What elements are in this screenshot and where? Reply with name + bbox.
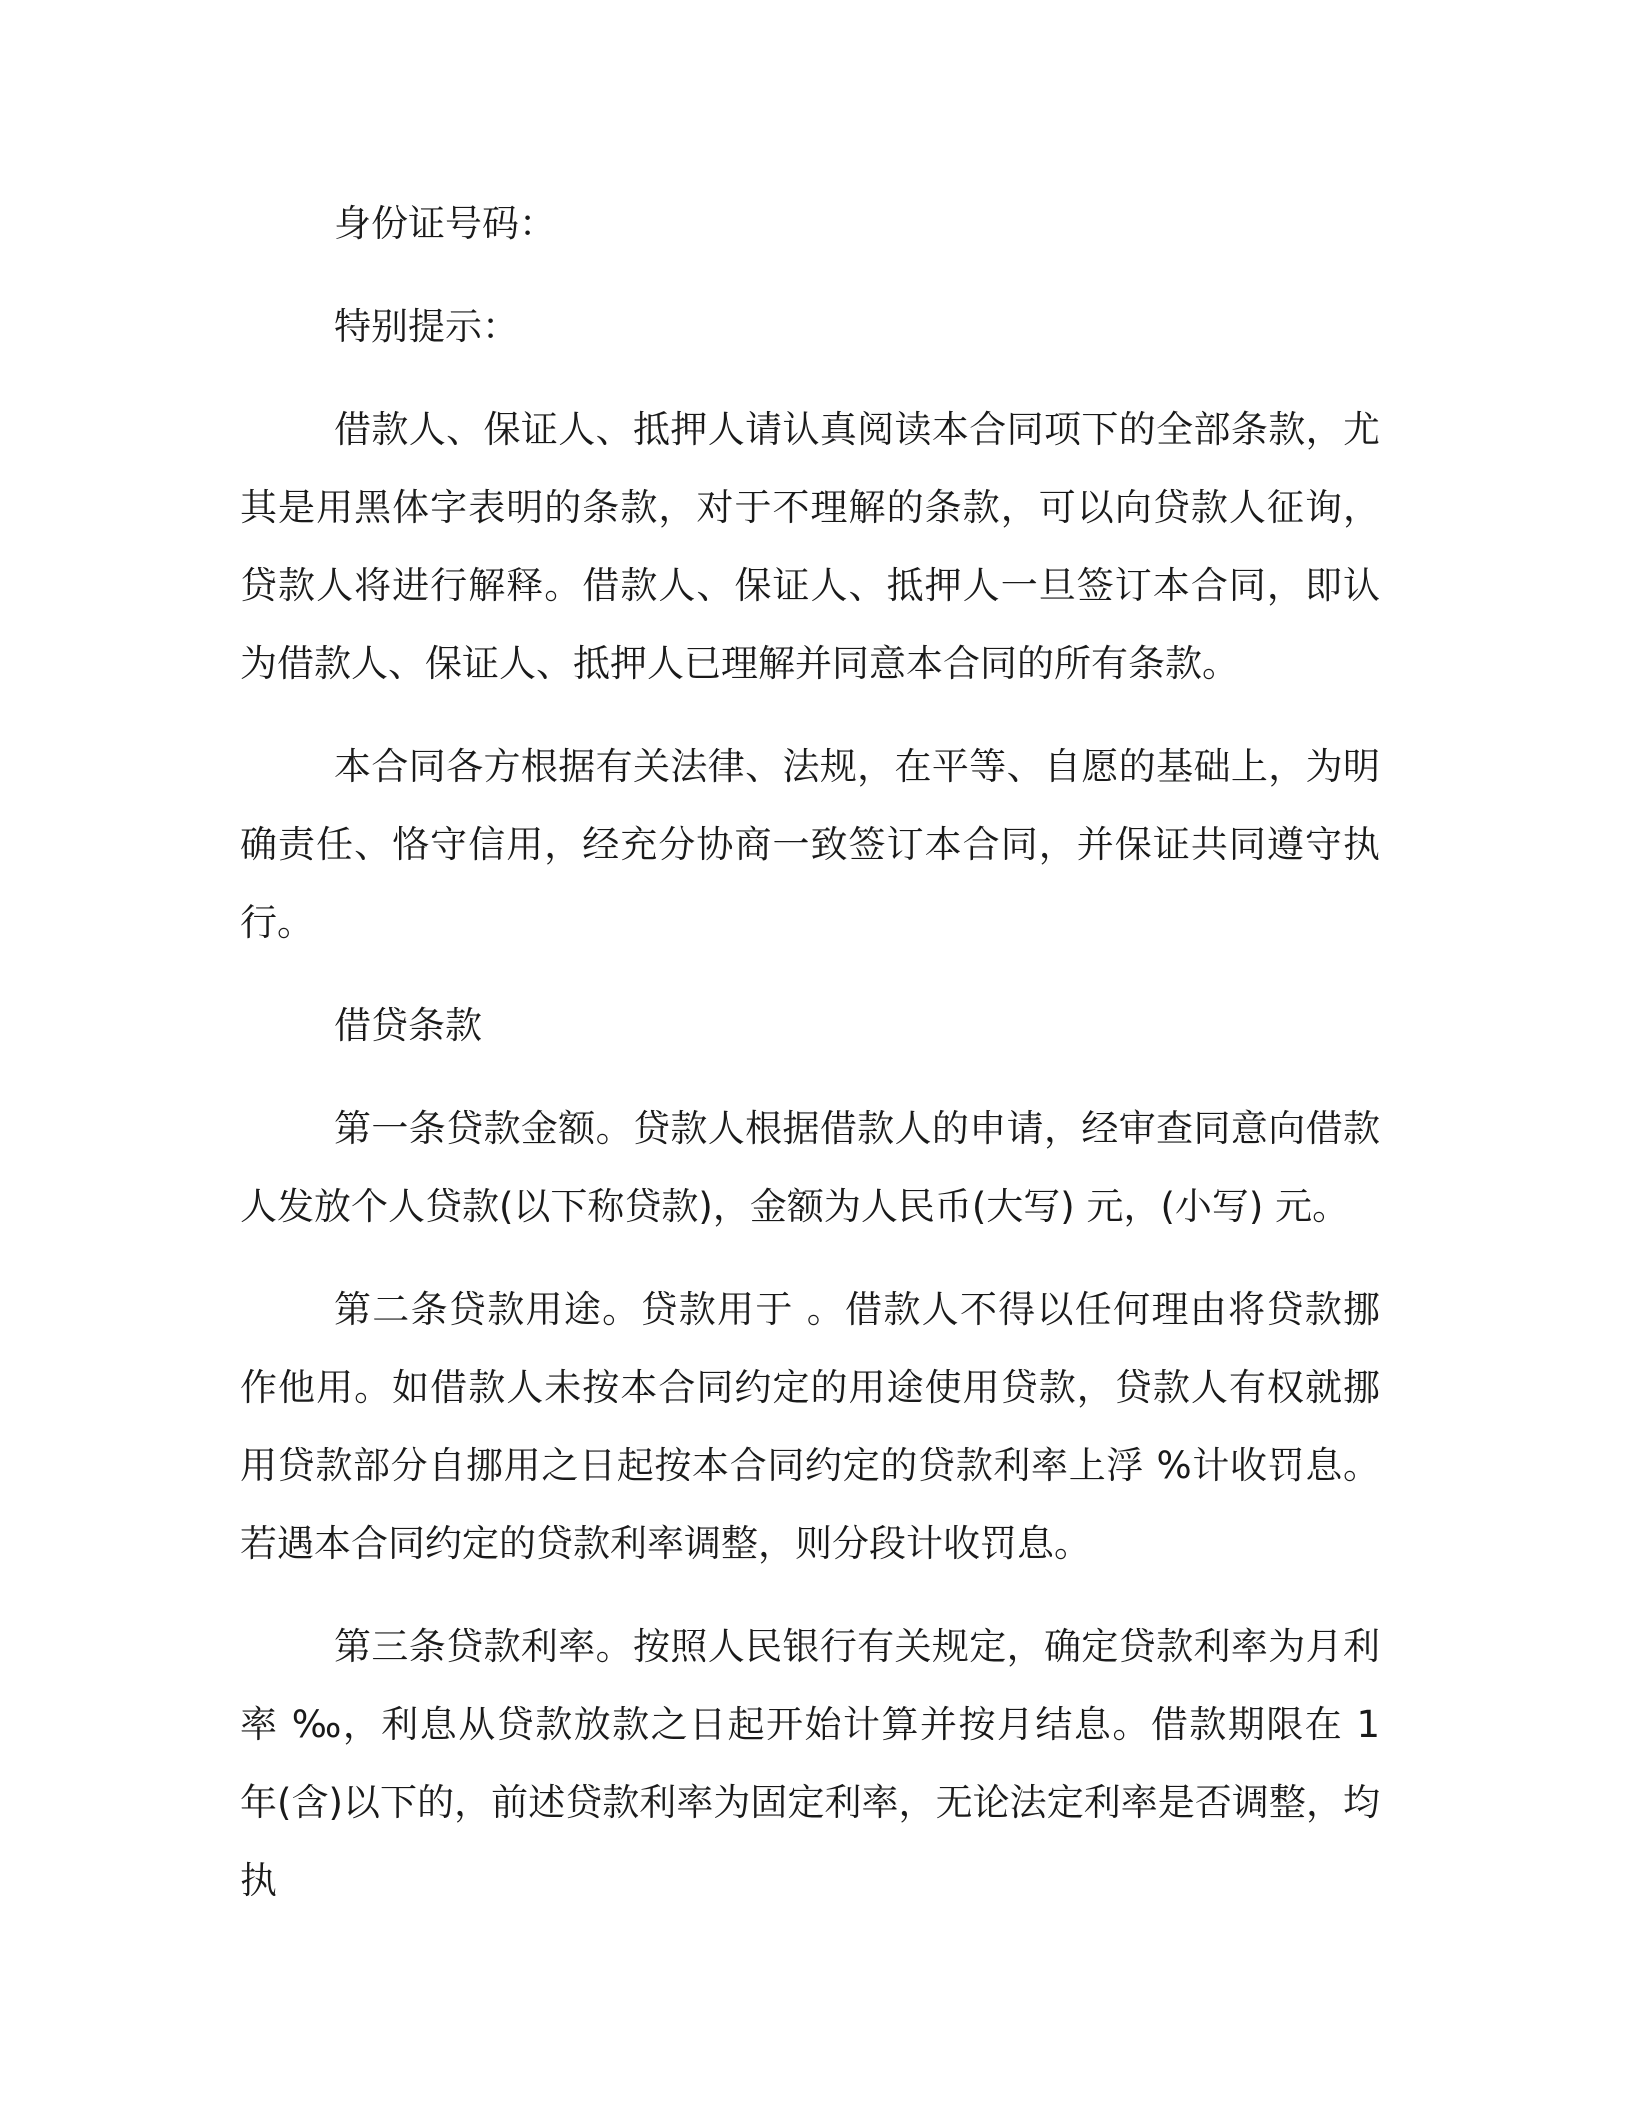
special-notice-heading: 特别提示： — [334, 305, 519, 348]
id-number-label: 身份证号码： — [334, 202, 556, 245]
notice-paragraph: 借款人、保证人、抵押人请认真阅读本合同项下的全部条款，尤其是用黑体字表明的条款，对于不理解的条款，可以向贷款人征询，贷款人将进行解释。借款人、保证人、抵押人一旦签订本合同，即认为借款人、保证人、抵押人已理解并同意本合同的所有条款。 — [240, 408, 1380, 685]
document-page — [240, 185, 1380, 1945]
article-2-loan-purpose: 第二条贷款用途。贷款用于 。借款人不得以任何理由将贷款挪作他用。如借款人未按本合同约定的用途使用贷款，贷款人有权就挪用贷款部分自挪用之日起按本合同约定的贷款利率上浮 %计收罚息。若遇本合同约定的贷款利率调整，则分段计收罚息。 — [240, 1288, 1380, 1565]
preamble-paragraph: 本合同各方根据有关法律、法规，在平等、自愿的基础上，为明确责任、恪守信用，经充分协商一致签订本合同，并保证共同遵守执行。 — [240, 745, 1380, 944]
article-1-loan-amount: 第一条贷款金额。贷款人根据借款人的申请，经审查同意向借款人发放个人贷款(以下称贷款)，金额为人民币(大写) 元，(小写) 元。 — [240, 1107, 1380, 1228]
loan-terms-heading: 借贷条款 — [334, 1004, 482, 1047]
article-3-interest-rate: 第三条贷款利率。按照人民银行有关规定，确定贷款利率为月利率 ‰，利息从贷款放款之日起开始计算并按月结息。借款期限在 1 年(含)以下的，前述贷款利率为固定利率，无论法定利率是否调整，均执 — [240, 1625, 1380, 1902]
